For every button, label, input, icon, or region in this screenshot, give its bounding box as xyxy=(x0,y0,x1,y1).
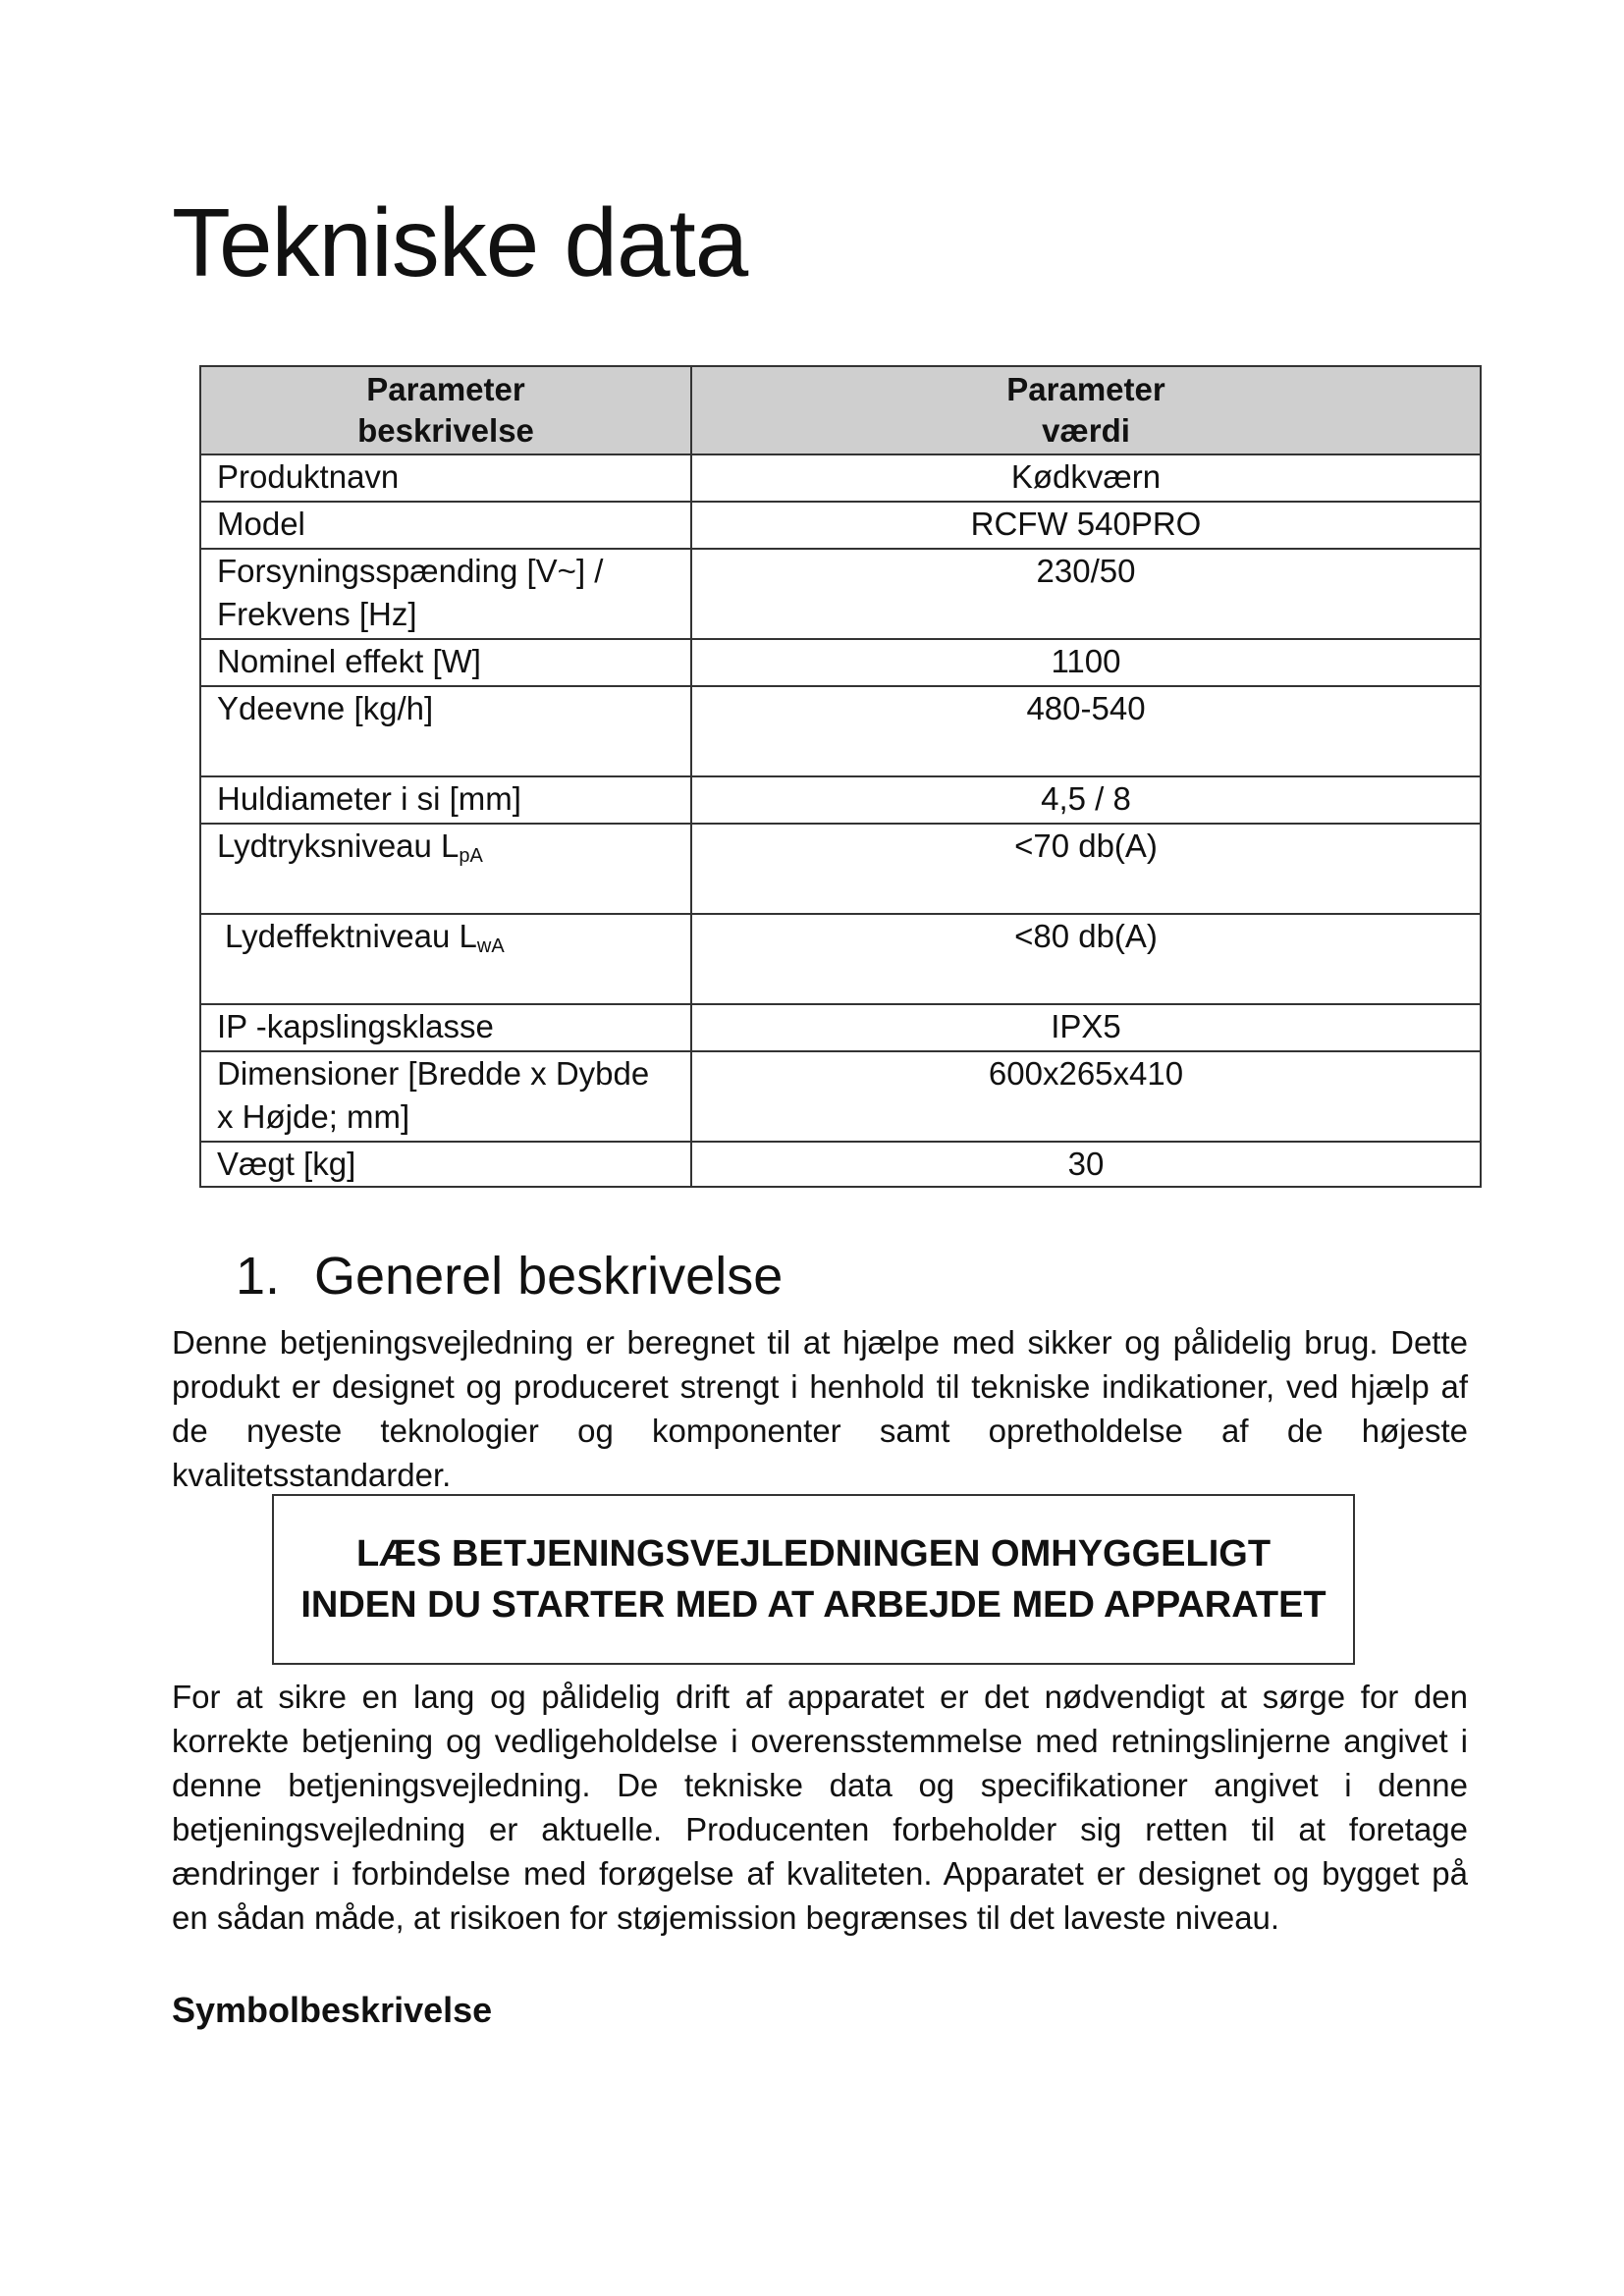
row-value: IPX5 xyxy=(691,1004,1481,1051)
row-param: Vægt [kg] xyxy=(200,1142,691,1187)
row-value: 4,5 / 8 xyxy=(691,776,1481,824)
row-param: IP -kapslingsklasse xyxy=(200,1004,691,1051)
table-row xyxy=(200,502,1481,549)
symbol-heading: Symbolbeskrivelse xyxy=(172,1990,493,2030)
table-row xyxy=(200,639,1481,686)
row-value: 1100 xyxy=(691,639,1481,686)
row-value: 480-540 xyxy=(691,686,1481,776)
warning-line-1: LÆS BETJENINGSVEJLEDNINGEN OMHYGGELIGT xyxy=(355,1533,1272,1575)
row-value: RCFW 540PRO xyxy=(691,502,1481,549)
row-param: Ydeevne [kg/h] xyxy=(200,686,691,776)
table-row xyxy=(200,776,1481,824)
row-value: 30 xyxy=(691,1142,1481,1187)
section-heading xyxy=(236,1245,783,1308)
spec-table xyxy=(199,365,1482,1188)
table-row xyxy=(200,454,1481,502)
warning-box xyxy=(272,1494,1355,1665)
row-param: Dimensioner [Bredde x Dybde x Højde; mm] xyxy=(200,1051,691,1142)
header-param-value: Parameter værdi xyxy=(691,366,1481,454)
table-row xyxy=(200,549,1481,639)
warning-line-2: INDEN DU STARTER MED AT ARBEJDE MED APPARATET xyxy=(300,1584,1326,1626)
table-row xyxy=(200,1004,1481,1051)
table-row xyxy=(200,1051,1481,1142)
row-param: Huldiameter i si [mm] xyxy=(200,776,691,824)
operation-paragraph: For at sikre en lang og pålidelig drift af apparatet er det nødvendigt at sørge for den korrekte betjening og vedligeholdelse i overensstemmelse med retningslinjerne angivet i denne betjeningsvejledning. De tekniske data og specifikationer angivet i denne betjeningsvejledning er aktuelle. Producenten forbeholder sig retten til at foretage ændringer i forbindelse med forøgelse af kvaliteten. Apparatet er designet og bygget på en sådan måde, at risikoen for støjemission begrænses til det laveste niveau. xyxy=(172,1679,1468,1936)
row-param: Lydeffektniveau $L_{wA}$ xyxy=(200,914,691,1004)
row-param: Lydtryksniveau $L_{pA}$ xyxy=(200,824,691,914)
intro-paragraph: Denne betjeningsvejledning er beregnet til at hjælpe med sikker og pålidelig brug. Dette produkt er designet og produceret strengt i henhold til tekniske indikationer, ved hjælp af de nyeste teknologier og komponenter samt opretholdelse af de højeste kvalitetsstandarder. xyxy=(172,1324,1468,1493)
row-param: Model xyxy=(200,502,691,549)
row-value: <70 db(A) xyxy=(691,824,1481,914)
row-value: Kødkværn xyxy=(691,454,1481,502)
section-number: 1. xyxy=(236,1247,281,1306)
header-param-description: Parameter beskrivelse xyxy=(200,366,691,454)
table-header-row xyxy=(200,366,1481,454)
row-value: 230/50 xyxy=(691,549,1481,639)
row-param: Produktnavn xyxy=(200,454,691,502)
table-row xyxy=(200,824,1481,914)
row-param: Forsyningsspænding [V~] / Frekvens [Hz] xyxy=(200,549,691,639)
row-value: <80 db(A) xyxy=(691,914,1481,1004)
table-row xyxy=(200,686,1481,776)
row-param: Nominel effekt [W] xyxy=(200,639,691,686)
page-title: Tekniske data xyxy=(172,188,748,296)
section-title: Generel beskrivelse xyxy=(314,1247,784,1306)
row-value: 600x265x410 xyxy=(691,1051,1481,1142)
table-row xyxy=(200,914,1481,1004)
table-row xyxy=(200,1142,1481,1187)
